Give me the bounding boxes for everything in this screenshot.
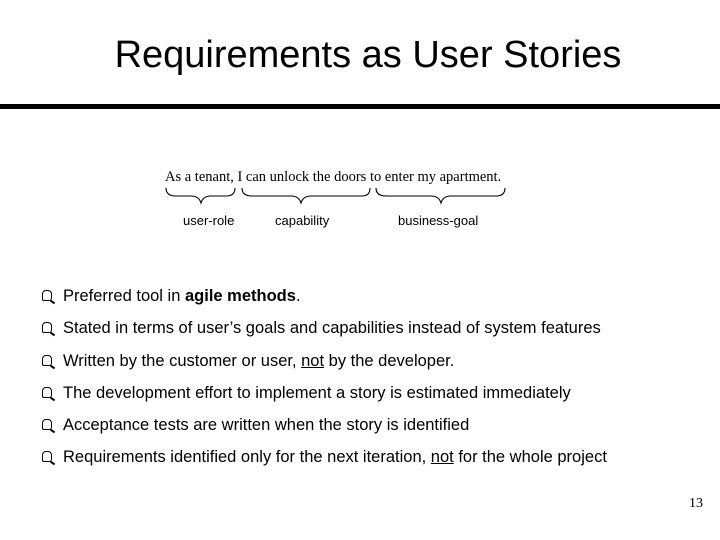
brace-capability <box>242 188 370 203</box>
bullet-item: Stated in terms of user’s goals and capabilities instead of system features <box>42 316 607 348</box>
brace-business-goal <box>376 188 505 203</box>
user-story-sentence: As a tenant, I can unlock the doors to enter my apartment. <box>165 169 502 185</box>
bullet-item: The development effort to implement a story is estimated immediately <box>42 381 607 413</box>
title-divider <box>0 104 720 109</box>
bullet-item: Requirements identified only for the next iteration, not for the whole project <box>42 445 607 477</box>
emphasis-agile-methods: agile methods <box>184 287 296 305</box>
bullet-box-icon <box>42 451 52 462</box>
brace-user-role <box>166 188 235 203</box>
emphasis-not: not <box>430 448 454 467</box>
brace-graphics <box>150 160 530 240</box>
bullet-box-icon <box>42 419 52 430</box>
bullet-box-icon <box>42 290 52 301</box>
bullet-box-icon <box>42 355 52 366</box>
slide-title: Requirements as User Stories <box>114 34 622 76</box>
bullet-box-icon <box>42 322 52 333</box>
label-user-role: user-role <box>183 213 235 228</box>
label-business-goal: business-goal <box>398 213 479 228</box>
page-number: 13 <box>689 496 703 511</box>
bullet-item: Written by the customer or user, not by the developer. <box>42 349 607 381</box>
bullet-item: Acceptance tests are written when the story is identified <box>42 413 607 445</box>
bullet-box-icon <box>42 387 52 398</box>
label-capability: capability <box>275 213 330 228</box>
bullet-item: Preferred tool in agile methods. <box>42 284 607 316</box>
user-story-diagram <box>150 160 530 240</box>
emphasis-not: not <box>301 351 325 370</box>
bullet-list <box>42 284 607 478</box>
